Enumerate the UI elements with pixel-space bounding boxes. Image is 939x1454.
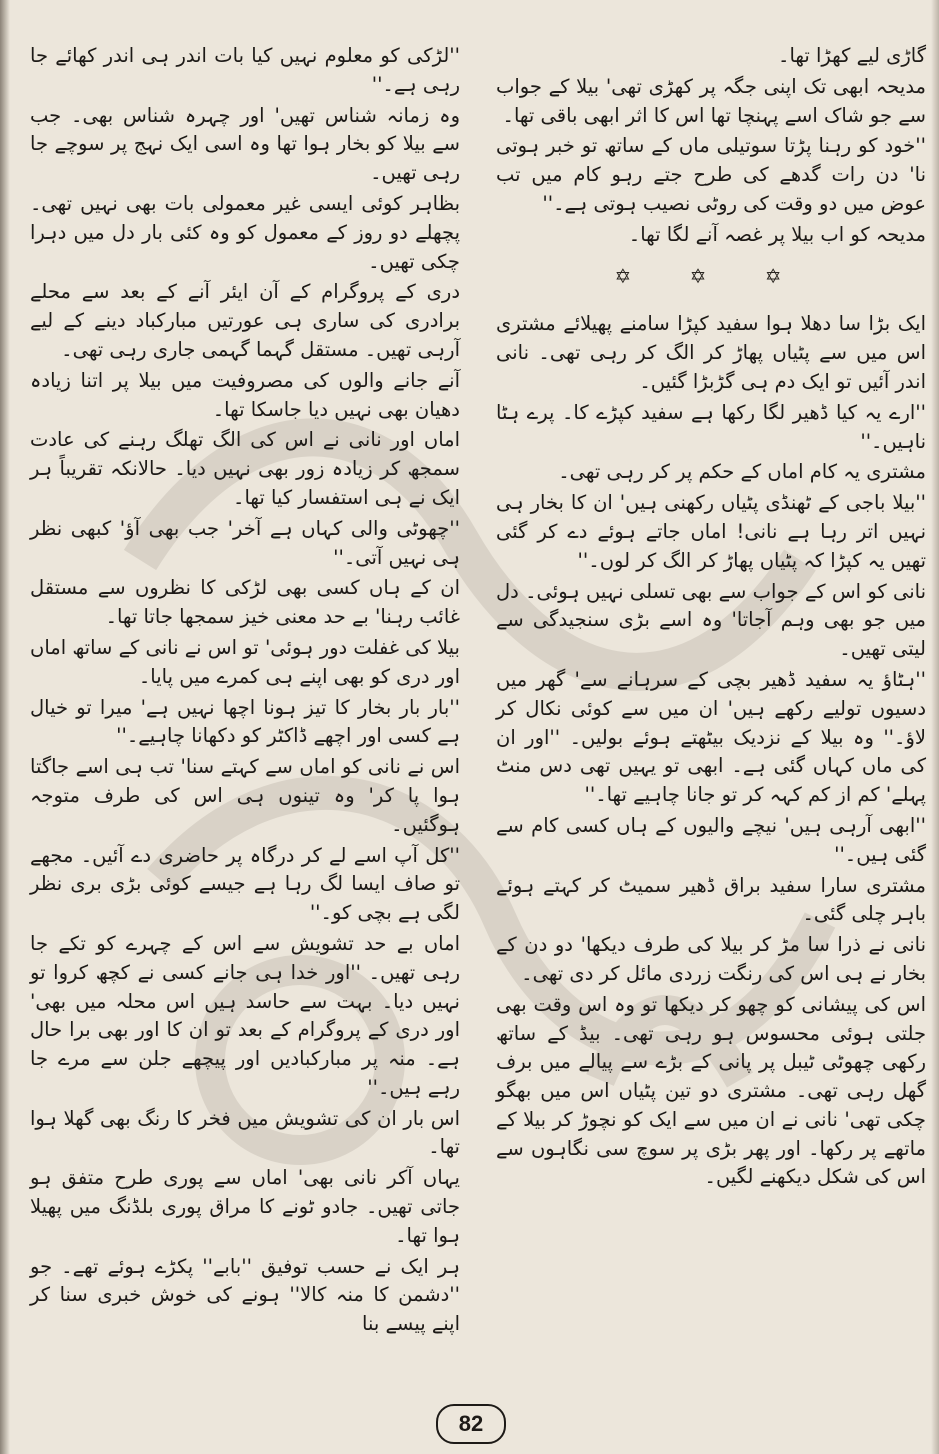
paragraph: ''ارے یہ کیا ڈھیر لگا رکھا ہے سفید کپڑے کا۔ پرے ہٹا ناہیں۔'' [496, 400, 926, 453]
left-column [30, 42, 460, 1341]
page-edge-shadow [931, 0, 939, 1454]
paragraph: اماں اور نانی نے اس کی الگ تھلگ رہنے کی عادت سمجھ کر زیادہ زور بھی نہیں دیا۔ حالانکہ تقریباً ہر ایک نے ہی استفسار کیا تھا۔ [30, 428, 460, 509]
paragraph: مدیحہ کو اب بیلا پر غصہ آنے لگا تھا۔ [628, 222, 926, 246]
paragraph: نانی نے ذرا سا مڑ کر بیلا کی طرف دیکھا' دو دن کے بخار نے ہی اس کی رنگت زردی مائل کر دی تھی۔ [496, 933, 926, 985]
page-number: 82 [436, 1404, 506, 1444]
paragraph: گاڑی لیے کھڑا تھا۔ [778, 44, 926, 67]
paragraph: اس نے نانی کو اماں سے کہتے سنا' تب ہی اسے جاگتا ہوا پا کر' وہ تینوں ہی اس کی طرف متوجہ ہوگئیں۔ [30, 755, 460, 836]
paragraph: نانی کو اس کے جواب سے بھی تسلی نہیں ہوئی۔ دل میں جو بھی وہم آجاتا' وہ اسے بڑی سنجیدگی سے لیتی تھیں۔ [496, 579, 926, 661]
paragraph: وہ زمانہ شناس تھیں' اور چہرہ شناس بھی۔ جب سے بیلا کو بخار ہوا تھا وہ اسی ایک نہج پر سوچے جا رہی تھیں۔ [30, 103, 460, 185]
paragraph: دری کے پروگرام کے آن ایئر آنے کے بعد سے محلے برادری کی ساری ہی عورتیں مبارکباد دینے کے لیے آرہی تھیں۔ مستقل گہما گہمی جاری رہی تھی۔ [30, 280, 460, 361]
paragraph: ''خود کو رہنا پڑتا سوتیلی ماں کے ساتھ تو خبر ہوتی نا' دن رات گدھے کی طرح جتے رہو کام میں تب عوض میں دو وقت کی روٹی نصیب ہوتی ہے۔'' [496, 134, 926, 215]
paragraph: آنے جانے والوں کی مصروفیت میں بیلا پر اتنا زیادہ دھیان بھی نہیں دیا جاسکا تھا۔ [30, 368, 460, 421]
paragraph: ان کے ہاں کسی بھی لڑکی کا نظروں سے مستقل غائب رہنا' بے حد معنی خیز سمجھا جاتا تھا۔ [30, 576, 460, 629]
paragraph: ہر ایک نے حسب توفیق ''بابے'' پکڑے ہوئے تھے۔ جو ''دشمن کا منہ کالا'' ہونے کی خوش خبری سنا کر اپنے پیسے بنا [30, 1254, 460, 1336]
paragraph: یہاں آکر نانی بھی' اماں سے پوری طرح متفق ہو جاتی تھیں۔ جادو ٹونے کا مراق پوری بلڈنگ میں پھیلا ہوا تھا۔ [30, 1166, 460, 1247]
section-divider-stars: ✡ ✡ ✡ [614, 263, 808, 288]
paragraph: ''کل آپ اسے لے کر درگاہ پر حاضری دے آئیں۔ مجھے تو صاف ایسا لگ رہا ہے جیسے کوئی بڑی بری نظر لگی ہے بچی کو۔'' [30, 843, 460, 925]
paragraph: ''بیلا باجی کے ٹھنڈی پٹیاں رکھنی ہیں' ان کا بخار ہی نہیں اتر رہا ہے نانی! اماں جاتے ہوئے دے کر گئی تھیں یہ کپڑا کہ پٹیاں پھاڑ کر الگ کر لوں۔'' [496, 491, 926, 572]
paragraph: مشتری یہ کام اماں کے حکم پر کر رہی تھی۔ [558, 460, 926, 484]
page-edge-shadow [0, 0, 10, 1454]
paragraph: اماں بے حد تشویش سے اس کے چہرے کو تکے جا رہی تھیں۔ ''اور خدا ہی جانے کسی نے کچھ کروا تو نہیں دیا۔ بہت سے حاسد ہیں اس محلہ میں بھی' اور دری کے پروگرام کے بعد تو ان کا اور بھی برا حال ہے۔ منہ پر مبارکبادیں اور پیچھے جلن سے مرے جا رہے ہیں۔'' [30, 931, 460, 1099]
paragraph: ایک بڑا سا دھلا ہوا سفید کپڑا سامنے پھیلائے مشتری اس میں سے پٹیاں پھاڑ کر الگ کر رہی تھی۔ نانی اندر آئیں تو ایک دم ہی گڑبڑا گئیں۔ [496, 312, 926, 393]
paragraph: ''لڑکی کو معلوم نہیں کیا بات اندر ہی اندر کھائے جا رہی ہے۔'' [30, 44, 460, 96]
paragraph: اس کی پیشانی کو چھو کر دیکھا تو وہ اس وقت بھی جلتی ہوئی محسوس ہو رہی تھی۔ بیڈ کے ساتھ رکھی چھوٹی ٹیبل پر پانی کے بڑے سے پیالے میں برف گھل رہی تھی۔ مشتری دو تین پٹیاں اس میں بھگو چکی تھی' نانی نے ان میں سے ایک کو نچوڑ کر بیلا کے ماتھے پر رکھا۔ اور پھر بڑی پر سوچ سی نگاہوں سے اس کی شکل دیکھنے لگیں۔ [496, 992, 926, 1189]
paragraph: مدیحہ ابھی تک اپنی جگہ پر کھڑی تھی' بیلا کے جواب سے جو شاک اسے پہنچا تھا اس کا اثر ابھی باقی تھا۔ [496, 74, 926, 127]
paragraph: اس بار ان کی تشویش میں فخر کا رنگ بھی گھلا ہوا تھا۔ [30, 1106, 460, 1159]
paragraph: مشتری سارا سفید براق ڈھیر سمیٹ کر کہتے ہوئے باہر چلی گئی۔ [496, 873, 926, 926]
paragraph: بظاہر کوئی ایسی غیر معمولی بات بھی نہیں تھی۔ پچھلے دو روز کے معمول کو وہ کئی بار دل میں دہرا چکی تھیں۔ [30, 191, 460, 273]
paragraph: بیلا کی غفلت دور ہوئی' تو اس نے نانی کے ساتھ اماں اور دری کو بھی اپنے ہی کمرے میں پایا۔ [30, 635, 460, 688]
right-column [496, 42, 926, 1194]
paragraph: ''چھوٹی والی کہاں ہے آخر' جب بھی آؤ' کبھی نظر ہی نہیں آتی۔'' [30, 516, 460, 569]
paragraph: ''ابھی آرہی ہیں' نیچے والیوں کے ہاں کسی کام سے گئی ہیں۔'' [496, 813, 926, 866]
paragraph: ''ہٹاؤ یہ سفید ڈھیر بچی کے سرہانے سے' گھر میں دسیوں تولیے رکھے ہیں' ان میں سے کوئی نکال کر لاؤ۔'' وہ بیلا کے نزدیک بیٹھتے ہوئے بولیں۔ ''اور ان کی ماں کہاں گئی ہے۔ ابھی تو یہیں تھی دس منٹ پہلے' کم از کم کہہ کر تو جانا چاہیے تھا۔'' [496, 667, 926, 807]
paragraph: ''بار بار بخار کا تیز ہونا اچھا نہیں ہے' میرا تو خیال ہے کسی اور اچھے ڈاکٹر کو دکھانا چاہیے۔'' [30, 695, 460, 748]
